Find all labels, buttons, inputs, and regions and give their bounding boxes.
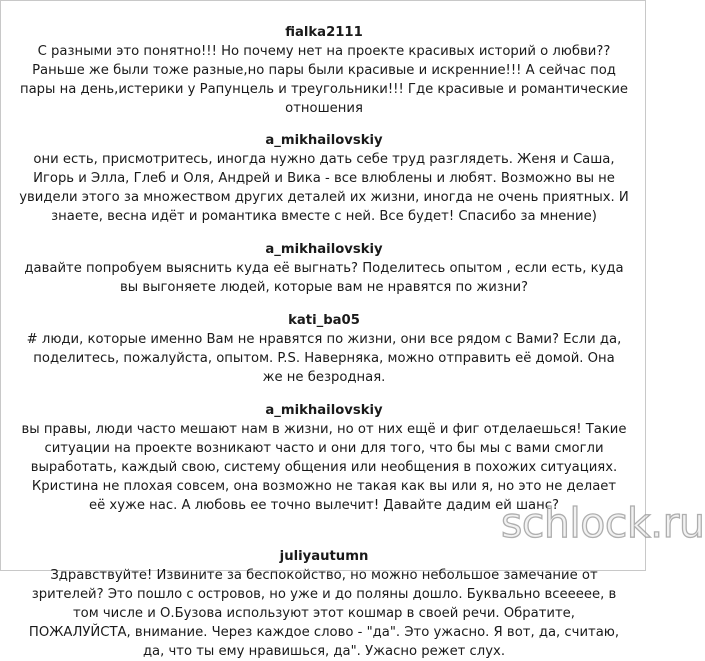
- comment-text: [11, 42, 637, 118]
- comment-line: Здравствуйте! Извините за беспокойство, но можно небольшое замечание от: [50, 568, 598, 583]
- comment-author[interactable]: a_mikhailovskiy: [265, 133, 383, 148]
- comment-line: ПОЖАЛУЙСТА, внимание. Через каждое слово - "да". Это ужасно. Я вот, да, считаю,: [28, 625, 620, 640]
- comment-item: [11, 311, 637, 387]
- comment-text: [11, 150, 637, 226]
- comment-line: отношения: [285, 101, 363, 116]
- comment-item: [11, 547, 637, 661]
- comment-item: [11, 240, 637, 297]
- comment-item: [11, 401, 637, 515]
- comment-text: [11, 566, 637, 661]
- comment-line: Раньше же были тоже разные,но пары были красивые и искренние!!! А сейчас под: [32, 63, 616, 78]
- comment-line: увидели этого за множеством других деталей их жизни, иногда не очень приятных. И: [19, 190, 629, 205]
- site-watermark: schlock.ru: [501, 499, 705, 547]
- comment-line: том числе и О.Бузова используют этот кошмар в своей речи. Обратите,: [73, 606, 575, 621]
- comment-line: же не безродная.: [262, 370, 386, 385]
- comment-line: выработать, каждый свою, систему общения или необщения в похожих ситуациях.: [30, 460, 618, 475]
- comment-line: С разными это понятно!!! Но почему нет на проекте красивых историй о любви??: [37, 44, 611, 59]
- comment-line: её хуже нас. А любовь ее точно вылечит! Давайте дадим ей шанс?: [88, 498, 560, 513]
- comment-text: [11, 259, 637, 297]
- comment-author[interactable]: fialka2111: [285, 25, 363, 40]
- comment-line: они есть, присмотритесь, иногда нужно дать себе труд разглядеть. Женя и Саша,: [33, 152, 615, 167]
- comment-line: знаете, весна идёт и романтика вместе с ней. Все будет! Спасибо за мнение): [51, 209, 597, 224]
- comment-line: зрителей? Это пошло с островов, но уже и до поляны дошло. Буквально всеееее, в: [31, 587, 617, 602]
- comment-line: ситуации на проекте возникают часто и они для того, что бы мы с вами смогли: [44, 441, 604, 456]
- comment-line: Игорь и Элла, Глеб и Оля, Андрей и Вика - все влюблены и любят. Возможно вы не: [33, 171, 615, 186]
- comment-text: [11, 330, 637, 387]
- comment-author[interactable]: kati_ba05: [288, 313, 360, 328]
- comment-line: вы правы, люди часто мешают нам в жизни, но от них ещё и фиг отделаешься! Такие: [21, 422, 627, 437]
- comment-line: поделитесь, пожалуйста, опытом. P.S. Наверняка, можно отправить её домой. Она: [33, 351, 615, 366]
- comment-line: # люди, которые именно Вам не нравятся по жизни, они все рядом с Вами? Если да,: [26, 332, 622, 347]
- comment-author[interactable]: a_mikhailovskiy: [265, 242, 383, 257]
- comments-list: [11, 23, 637, 661]
- comment-item: [11, 23, 637, 118]
- comment-text: [11, 420, 637, 515]
- comment-line: давайте попробуем выяснить куда её выгнать? Поделитесь опытом , если есть, куда: [24, 261, 624, 276]
- comment-line: Кристина не плохая совсем, она возможно не такая как вы или я, но это не делает: [31, 479, 617, 494]
- comment-author[interactable]: juliyautumn: [279, 549, 369, 564]
- comment-line: да, что ты ему нравишься, да". Ужасно режет слух.: [142, 644, 506, 659]
- comment-author[interactable]: a_mikhailovskiy: [265, 403, 383, 418]
- comment-line: вы выгоняете людей, которые вам не нравятся по жизни?: [119, 280, 529, 295]
- comment-line: пары на день,истерики у Рапунцель и треугольники!!! Где красивые и романтические: [19, 82, 629, 97]
- comment-item: [11, 131, 637, 226]
